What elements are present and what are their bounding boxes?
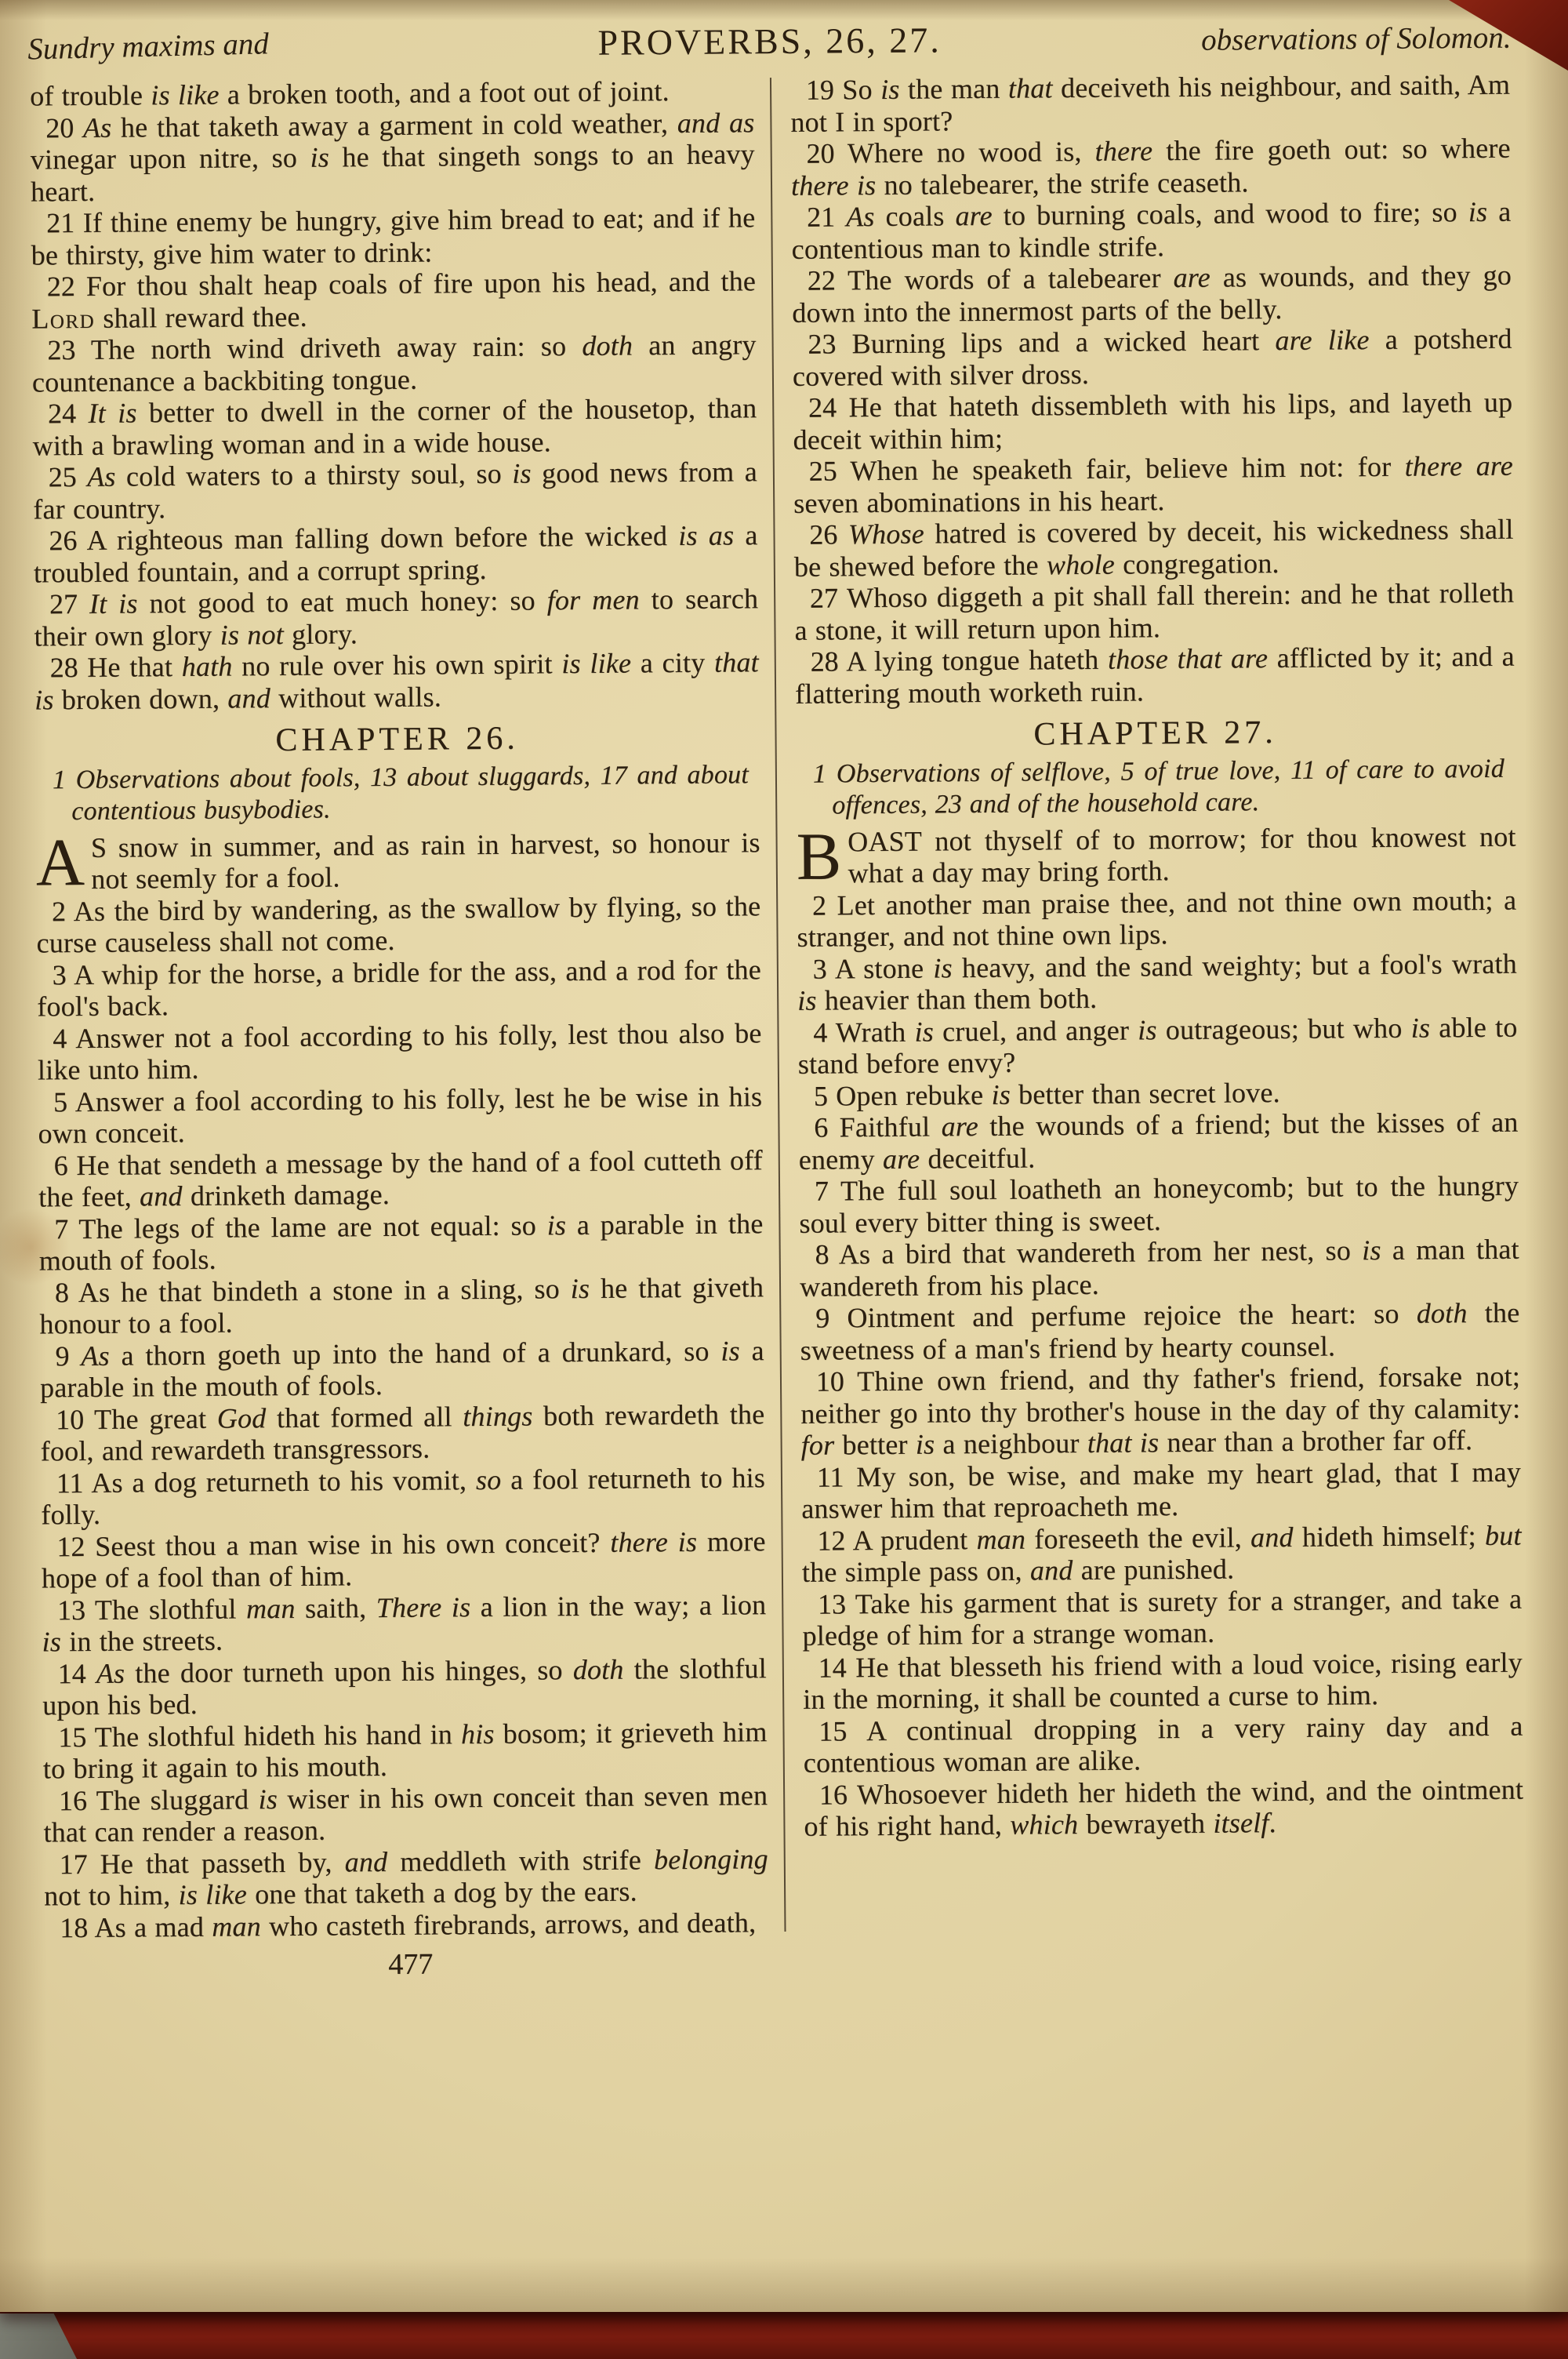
verse-number: 9: [55, 1339, 70, 1372]
italic-word: is: [880, 73, 900, 105]
small-caps-word: Lord: [31, 302, 96, 334]
verse-number: 11: [816, 1460, 844, 1493]
chapter-summary: 1 Observations about fools, 13 about sluggards, 17 and about contentious busybodies.: [52, 759, 750, 826]
verse-21: 21 As coals are to burning coals, and wood to fire; so is a contentious man to kindle strife.: [791, 195, 1512, 265]
italic-word: As: [86, 460, 116, 493]
verse-number: 24: [47, 398, 77, 430]
verse-number: 2: [811, 889, 827, 921]
chapter-summary: 1 Observations of selflove, 5 of true love, 11 of care to avoid offences, 23 and of the household care.: [812, 754, 1505, 820]
verse-15: 15 The slothful hideth his hand in his bosom; it grieveth him to bring it again to his mouth.: [42, 1715, 768, 1785]
verse-number: 20: [806, 137, 835, 169]
verse-number: 14: [57, 1657, 86, 1689]
verse-9: 9 Ointment and perfume rejoice the heart: so doth the sweetness of a man's friend by hearty counsel.: [800, 1296, 1520, 1366]
italic-word: there is: [610, 1525, 698, 1558]
verse-19: 19 So is the man that deceiveth his neighbour, and saith, Am not I in sport?: [790, 68, 1511, 138]
italic-word: those that are: [1107, 642, 1269, 675]
italic-word: for: [800, 1429, 835, 1461]
italic-word: there are: [1404, 449, 1514, 482]
verse-number: 21: [46, 207, 75, 239]
verse-23: 23 Burning lips and a wicked heart are like a potsherd covered with silver dross.: [792, 322, 1512, 392]
verse-18: 18 As a mad man who casteth firebrands, arrows, and death,: [60, 1906, 757, 1943]
verse-23: 23 The north wind driveth away rain: so doth an angry countenance a backbiting tongue.: [31, 329, 757, 398]
verse-25: 25 As cold waters to a thirsty soul, so is good news from a far country.: [33, 456, 758, 525]
verse-number: 27: [809, 582, 839, 614]
drop-cap-letter: A: [35, 823, 85, 900]
italic-word: As: [96, 1657, 125, 1689]
verse-number: 25: [48, 461, 77, 493]
verse-number: 11: [56, 1467, 84, 1499]
verse-28: 28 A lying tongue hateth those that are afflicted by it; and a flattering mouth worketh ruin.: [794, 640, 1515, 710]
verse-number: 27: [49, 588, 78, 620]
verse-number: 22: [46, 271, 75, 303]
italic-word: but: [1484, 1519, 1522, 1551]
page-content: [21, 7, 1533, 1985]
italic-word: and: [227, 682, 271, 714]
verse-number: 10: [55, 1403, 85, 1435]
drop-cap-letter: B: [796, 817, 842, 894]
italic-word: is like: [151, 78, 220, 111]
verse-25: 25 When he speaketh fair, believe him not: for there are seven abominations in his heart.: [793, 449, 1514, 519]
italic-word: is like: [561, 647, 632, 680]
italic-word: and: [344, 1845, 388, 1877]
italic-word: As: [845, 201, 875, 233]
verse-number: 12: [817, 1524, 846, 1557]
italic-word: is not: [220, 618, 285, 651]
verse-number: 22: [807, 264, 836, 296]
verse-number: 4: [813, 1016, 828, 1049]
verse-number: 8: [54, 1276, 70, 1308]
verse-24: 24 It is better to dwell in the corner of the housetop, than with a brawling woman and in a wide house.: [32, 392, 757, 461]
book-cover-bottom-edge: [0, 2310, 1568, 2359]
italic-word: doth: [1416, 1297, 1468, 1329]
verse-22: 22 For thou shalt heap coals of fire upon his head, and the Lord shall reward thee.: [31, 265, 757, 334]
verse-number: 6: [814, 1111, 829, 1143]
verse-number: 13: [817, 1587, 847, 1620]
verse-11: 11 My son, be wise, and make my heart glad, that I may answer him that reproacheth me.: [801, 1456, 1522, 1525]
verse-8: 8 As a bird that wandereth from her nest, so is a man that wandereth from his place.: [799, 1233, 1519, 1303]
page-number: 477: [388, 1947, 434, 1981]
verse-12: 12 A prudent man foreseeth the evil, and hideth himself; but the simple pass on, and are punished.: [801, 1519, 1522, 1588]
verse-number: 17: [59, 1848, 88, 1880]
verse-6: 6 He that sendeth a message by the hand of a fool cutteth off the feet, and drinketh damage.: [38, 1143, 763, 1213]
italic-word: man: [245, 1592, 296, 1624]
verse-number: 3: [812, 953, 827, 985]
running-head-right: observations of Solomon.: [1200, 20, 1512, 57]
italic-word: God: [216, 1401, 267, 1434]
verse-27: 27 It is not good to eat much honey: so for men to search their own glory is not glory.: [34, 583, 759, 652]
verse-number: 21: [806, 201, 836, 233]
verse-number: 16: [818, 1778, 848, 1811]
verse-number: 25: [808, 455, 837, 487]
italic-word: belonging: [653, 1842, 768, 1875]
verse-number: 9: [815, 1302, 830, 1334]
italic-word: is: [546, 1209, 567, 1241]
verse-20: 20 As he that taketh away a garment in cold weather, and as vinegar upon nitre, so is he that singeth songs to an heavy heart.: [30, 106, 755, 207]
verse-number: 4: [53, 1022, 67, 1054]
verse-number: 5: [813, 1080, 829, 1112]
verse-10: 10 The great God that formed all things both rewardeth the fool, and rewardeth transgressors.: [40, 1398, 765, 1467]
italic-word: is: [991, 1078, 1011, 1110]
verse-number: 18: [60, 1911, 89, 1943]
verse-number: 7: [54, 1212, 69, 1245]
italic-word: that is: [1087, 1427, 1160, 1459]
verse-9: 9 As a thorn goeth up into the hand of a drunkard, so is a parable in the mouth of fools.: [39, 1334, 764, 1404]
italic-word: is: [570, 1272, 590, 1304]
italic-word: there: [1094, 135, 1153, 167]
italic-word: doth: [572, 1653, 624, 1685]
italic-word: which: [1010, 1808, 1079, 1841]
italic-word: whole: [1046, 548, 1116, 580]
verse-number: 24: [808, 391, 837, 423]
verse-10: 10 Thine own friend, and thy father's friend, forsake not; neither go into thy brother's house in the day of thy calamity: for better is a neighbour that is near than a brother far off.: [800, 1360, 1521, 1461]
verse-number: 10: [815, 1365, 844, 1398]
verse-5: 5 Open rebuke is better than secret love.: [813, 1076, 1280, 1112]
italic-word: are: [941, 1110, 979, 1143]
italic-word: and: [1029, 1554, 1073, 1587]
italic-word: itself: [1213, 1807, 1269, 1839]
italic-word: is: [258, 1783, 278, 1815]
verse-number: 15: [58, 1721, 87, 1753]
italic-word: are: [955, 199, 993, 232]
verse-22: 22 The words of a talebearer are as wounds, and they go down into the innermost parts of the belly.: [792, 259, 1512, 329]
verse-3: 3 A whip for the horse, a bridle for the ass, and a rod for the fool's back.: [37, 953, 762, 1023]
italic-word: are: [1173, 261, 1211, 294]
text-columns: [22, 69, 1533, 1944]
verse-14: 14 As the door turneth upon his hinges, so doth the slothful upon his bed.: [42, 1652, 768, 1721]
verse-number: 26: [49, 525, 78, 557]
verse-number: 7: [814, 1175, 829, 1207]
italic-word: is: [720, 1334, 740, 1367]
italic-word: are like: [1275, 324, 1370, 357]
italic-word: and as: [677, 106, 755, 139]
italic-word: man: [976, 1523, 1026, 1555]
italic-word: It is: [88, 397, 137, 429]
verse-24: 24 He that hateth dissembleth with his lips, and layeth up deceit within him;: [793, 386, 1513, 456]
verse-4: 4 Wrath is cruel, and anger is outrageous; but who is able to stand before envy?: [797, 1011, 1518, 1080]
verse-15: 15 A continual dropping in a very rainy day and a contentious woman are alike.: [803, 1710, 1523, 1779]
verse-3: 3 A stone is heavy, and the sand weighty; but a fool's wrath is heavier than them both.: [797, 947, 1518, 1016]
verse-16: 16 Whosoever hideth her hideth the wind, and the ointment of his right hand, which bewrayeth itself.: [804, 1773, 1524, 1842]
verse-16: 16 The sluggard is wiser in his own conceit than seven men that can render a reason.: [43, 1779, 768, 1848]
italic-word: is: [933, 951, 953, 983]
verse-number: 3: [52, 958, 67, 990]
italic-word: is: [1410, 1011, 1431, 1044]
verse-2: 2 Let another man praise thee, and not thine own mouth; a stranger, and not thine own lips.: [797, 884, 1517, 953]
italic-word: is: [915, 1428, 935, 1460]
italic-word: is: [1138, 1013, 1157, 1045]
verse-2: 2 As the bird by wandering, as the swallow by flying, so the curse causeless shall not come.: [36, 889, 761, 959]
verse-12: 12 Seest thou a man wise in his own conceit? there is more hope of a fool than of him.: [41, 1525, 766, 1594]
italic-word: is: [512, 457, 532, 489]
verse-number: 13: [56, 1594, 86, 1626]
verse-1-dropcap: A S snow in summer, and as rain in harvest, so honour is not seemly for a fool.: [35, 823, 760, 900]
verse-17: 17 He that passeth by, and meddleth with strife belonging not to him, is like one that taketh a dog by the ears.: [43, 1842, 768, 1912]
verse-13: 13 The slothful man saith, There is a lion in the way; a lion is in the streets.: [42, 1588, 767, 1658]
italic-word: As: [81, 1339, 110, 1372]
verse-7: 7 The legs of the lame are not equal: so is a parable in the mouth of fools.: [38, 1207, 764, 1277]
verse-6: 6 Faithful are the wounds of a friend; but the kisses of an enemy are deceitful.: [798, 1106, 1519, 1176]
running-head-left: Sundry maxims and: [27, 27, 270, 67]
verse-4: 4 Answer not a fool according to his folly, lest thou also be like unto him.: [37, 1016, 762, 1086]
verse-number: 20: [45, 111, 74, 144]
verse-number: 5: [53, 1085, 68, 1118]
italic-word: Whose: [848, 518, 925, 551]
verse-26: 26 Whose hatred is covered by deceit, his wickedness shall be shewed before the whole congregation.: [793, 513, 1514, 583]
verse-27: 27 Whoso diggeth a pit shall fall therein: and he that rolleth a stone, it will return upon him.: [794, 576, 1515, 646]
verse-number: 6: [53, 1149, 68, 1181]
italic-word: is: [914, 1015, 935, 1048]
verse-26: 26 A righteous man falling down before the wicked is as a troubled fountain, and a corrupt spring.: [33, 519, 758, 588]
italic-word: is: [1361, 1234, 1381, 1267]
verse-number: 23: [47, 334, 76, 366]
verse-number: 15: [818, 1714, 848, 1747]
verse-28: 28 He that hath no rule over his own spirit is like a city that is broken down, and without walls.: [34, 646, 759, 715]
verse-21: 21 If thine enemy be hungry, give him bread to eat; and if he be thirsty, give him water to drink:: [31, 202, 756, 271]
verse-14: 14 He that blesseth his friend with a loud voice, rising early in the morning, it shall be counted a curse to him.: [803, 1646, 1523, 1715]
italic-word: for men: [546, 583, 640, 616]
italic-word: is: [797, 984, 817, 1016]
running-head-title: PROVERBS, 26, 27.: [597, 20, 942, 63]
verse-number: 2: [51, 895, 67, 927]
verse-7: 7 The full soul loatheth an honeycomb; but to the hungry soul every bitter thing is sweet.: [799, 1169, 1519, 1239]
verse-number: 28: [49, 652, 78, 684]
column-left: [22, 75, 785, 1943]
italic-word: is as: [678, 519, 735, 552]
italic-word: As: [82, 111, 112, 144]
running-header: [21, 7, 1518, 81]
italic-word: things: [463, 1399, 533, 1432]
italic-word: there is: [790, 169, 877, 202]
verse-number: 26: [809, 518, 838, 551]
italic-word: is: [310, 141, 330, 173]
chapter-heading: CHAPTER 26.: [275, 720, 519, 759]
verse-number: 23: [808, 328, 837, 360]
italic-word: is: [1468, 195, 1488, 228]
italic-word: his: [460, 1717, 495, 1750]
italic-word: and: [139, 1180, 183, 1212]
italic-word: that is: [34, 646, 759, 715]
verse-number: 12: [56, 1530, 85, 1562]
italic-word: that: [1007, 72, 1053, 104]
verse-20: 20 Where no wood is, there the fire goeth out: so where there is no talebearer, the strife ceaseth.: [790, 132, 1511, 202]
italic-word: hath: [181, 650, 233, 682]
column-right: [770, 69, 1533, 1938]
italic-word: man: [212, 1910, 261, 1943]
verse-number: 28: [810, 645, 839, 678]
italic-word: and: [1250, 1521, 1294, 1553]
italic-word: are: [882, 1143, 920, 1175]
italic-word: doth: [582, 329, 633, 362]
italic-word: is like: [178, 1878, 248, 1911]
italic-word: so: [475, 1463, 502, 1496]
verse-8: 8 As he that bindeth a stone in a sling, so is he that giveth honour to a fool.: [39, 1270, 764, 1340]
verse-number: 14: [818, 1651, 847, 1684]
italic-word: It is: [89, 587, 138, 620]
verse-5: 5 Answer a fool according to his folly, lest he be wise in his own conceit.: [38, 1080, 763, 1150]
verse-continuation: of trouble is like a broken tooth, and a foot out of joint.: [29, 75, 670, 112]
chapter-heading: CHAPTER 27.: [1033, 714, 1277, 753]
verse-11: 11 As a dog returneth to his vomit, so a fool returneth to his folly.: [41, 1461, 766, 1531]
verse-13: 13 Take his garment that is surety for a stranger, and take a pledge of him for a strange woman.: [802, 1583, 1523, 1652]
italic-word: is: [42, 1626, 62, 1658]
italic-word: There is: [376, 1590, 471, 1623]
verse-1-dropcap: BOAST not thyself of to morrow; for thou knowest not what a day may bring forth.: [796, 817, 1516, 894]
verse-number: 8: [815, 1238, 829, 1270]
verse-number: 16: [58, 1784, 88, 1816]
verse-number: 19: [805, 74, 835, 106]
